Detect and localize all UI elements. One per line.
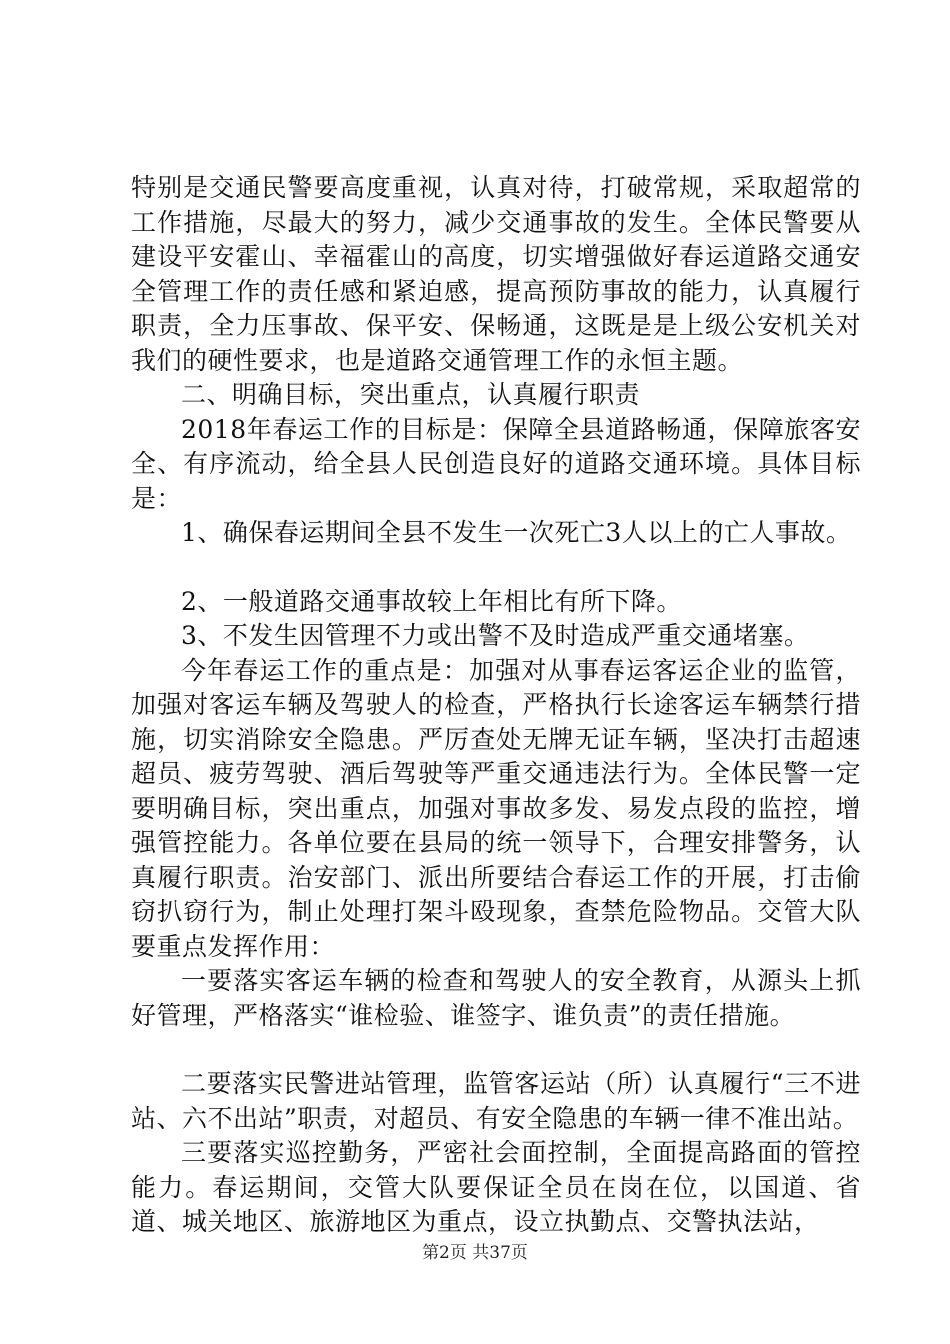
goal-item-2: 2、一般道路交通事故较上年相比有所下降。	[181, 586, 682, 616]
paragraph-1: 特别是交通民警要高度重视，认真对待，打破常规，采取超常的工作措施，尽最大的努力，减少交通事故的发生。全体民警要从建设平安霍山、幸福霍山的高度，切实增强做好春运道路交通安全管理工作的责任感和紧迫感，提高预防事故的能力，认真履行职责，全力压事故、保平安、保畅通，这既是是上级公安机关对我们的硬性要求，也是道路交通管理工作的永恒主题。	[131, 173, 861, 375]
page-footer: 第2页 共37页	[422, 1243, 528, 1263]
paragraph-goals: 2018年春运工作的目标是：保障全县道路畅通，保障旅客安全、有序流动，给全县人民创造良好的道路交通环境。具体目标是：	[131, 414, 861, 513]
paragraph-third: 三要落实巡控勤务，严密社会面控制，全面提高路面的管控能力。春运期间，交管大队要保证全员在岗在位，以国道、省道、城关地区、旅游地区为重点，设立执勤点、交警执法站，	[131, 1138, 861, 1236]
paragraph-first: 一要落实客运车辆的检查和驾驶人的安全教育，从源头上抓好管理，严格落实“谁检验、谁签字、谁负责”的责任措施。	[131, 966, 861, 1030]
paragraph-focus: 今年春运工作的重点是：加强对从事春运客运企业的监管，加强对客运车辆及驾驶人的检查，严格执行长途客运车辆禁行措施，切实消除安全隐患。严厉查处无牌无证车辆，坚决打击超速超员、疲劳驾驶、酒后驾驶等严重交通违法行为。全体民警一定要明确目标，突出重点，加强对事故多发、易发点段的监控，增强管控能力。各单位要在县局的统一领导下，合理安排警务，认真履行职责。治安部门、派出所要结合春运工作的开展，打击偷窃扒窃行为，制止处理打架斗殴现象，查禁危险物品。交管大队要重点发挥作用：	[131, 655, 861, 961]
goal-item-1: 1、确保春运期间全县不发生一次死亡3人以上的亡人事故。	[181, 518, 852, 547]
document-body	[131, 171, 861, 1240]
goal-item-3: 3、不发生因管理不力或出警不及时造成严重交通堵塞。	[181, 621, 810, 650]
section-heading: 二、明确目标，突出重点，认真履行职责	[181, 380, 641, 409]
paragraph-second: 二要落实民警进站管理，监管客运站（所）认真履行“三不进站、六不出站”职责，对超员、有安全隐患的车辆一律不准出站。	[131, 1069, 861, 1133]
